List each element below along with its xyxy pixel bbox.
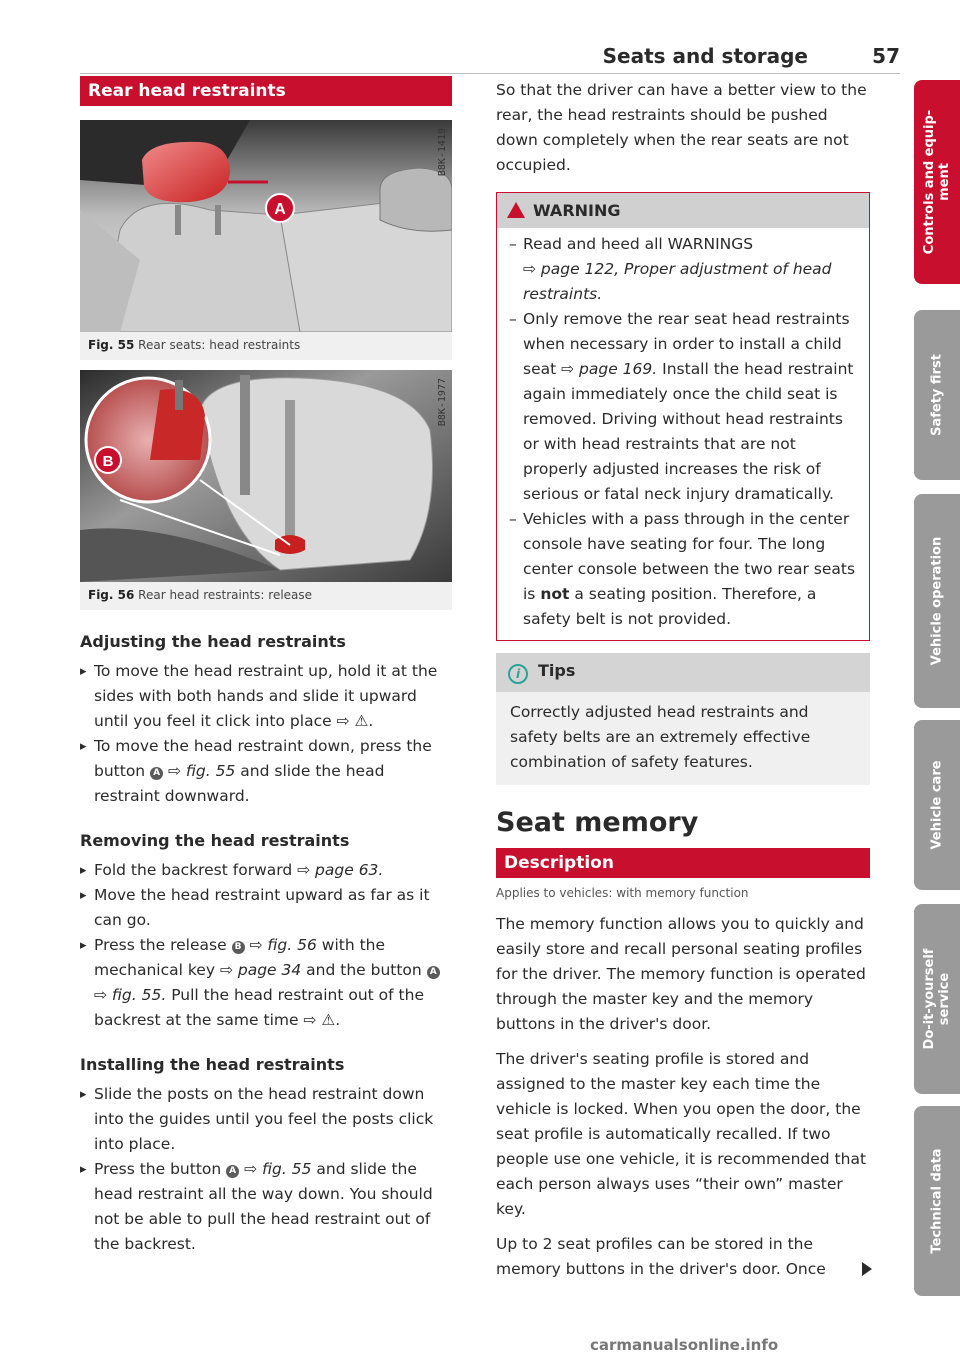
fig-ref-link[interactable]: ⇨ fig. 55 <box>168 762 236 780</box>
tab-label: Do-it-yourself service <box>922 948 952 1050</box>
caption-text: Rear seats: head restraints <box>138 338 301 352</box>
tips-text: Correctly adjusted head restraints and safety belts are an extremely effective combination of safety features. <box>510 703 811 771</box>
info-icon: i <box>508 664 528 684</box>
tab-technical-data[interactable] <box>914 1106 960 1296</box>
page-number: 57 <box>872 44 900 68</box>
warning-title: WARNING <box>533 201 621 220</box>
adjust-step-1: ▸ To move the head restraint up, hold it at the sides with both hands and slide it upward until you feel it click into place ⇨ ⚠. <box>80 659 452 734</box>
continue-arrow-icon <box>862 1262 872 1276</box>
applies-to-note: Applies to vehicles: with memory function <box>496 886 749 900</box>
figure-label: Fig. 56 <box>88 588 135 602</box>
intro-paragraph: So that the driver can have a better view to the rear, the head restraints should be pushed down completely when the rear seats are not occupied. <box>496 81 867 174</box>
adjusting-heading: Adjusting the head restraints <box>80 632 346 651</box>
tab-safety-first[interactable] <box>914 310 960 480</box>
tab-vehicle-operation[interactable] <box>914 494 960 708</box>
button-a-icon: A <box>150 767 163 780</box>
release-b-icon: B <box>232 941 245 954</box>
button-a-icon: A <box>226 1165 239 1178</box>
description-heading: Description <box>496 848 870 878</box>
footer-watermark: carmanualsonline.info <box>590 1336 779 1354</box>
install-step-2: ▸ Press the button A ⇨ fig. 55 and slide the head restraint all the way down. You should not be able to pull the head restraint out of the backrest. <box>80 1157 452 1257</box>
tab-label: Controls and equip- ment <box>922 109 952 255</box>
tab-vehicle-care[interactable] <box>914 720 960 890</box>
figure-56 <box>80 370 452 610</box>
rear-seats-illustration <box>80 120 452 332</box>
warning-body <box>497 228 869 640</box>
head-restraint-release-illustration <box>80 370 452 582</box>
install-step-1: ▸ Slide the posts on the head restraint down into the guides until you feel the posts click into place. <box>80 1082 452 1157</box>
warning-item-1: – Read and heed all WARNINGS ⇨ page 122, Proper adjustment of head restraints. <box>509 232 857 307</box>
marker-a: A <box>274 201 286 218</box>
fig-ref-link[interactable]: ⇨ fig. 56 <box>249 936 317 954</box>
tab-controls-and-equipment[interactable] <box>914 80 960 284</box>
tab-do-it-yourself-service[interactable] <box>914 904 960 1094</box>
tab-label: Vehicle care <box>929 760 945 850</box>
tab-label: Vehicle operation <box>929 536 945 666</box>
figure-55 <box>80 120 452 360</box>
warning-item-3: – Vehicles with a pass through in the center console have seating for four. The long center console between the two rear seats is not a seating position. Therefore, a safety belt is not provided. <box>509 507 857 632</box>
tab-label: Technical data <box>929 1148 945 1254</box>
installing-heading: Installing the head restraints <box>80 1055 345 1074</box>
fig-ref-link[interactable]: ⇨ fig. 55 <box>244 1160 312 1178</box>
page-header <box>80 40 900 72</box>
right-column <box>496 76 870 1292</box>
marker-b: B <box>102 453 114 470</box>
page-ref-link[interactable]: ⇨ page 122, Proper adjustment of head restraints. <box>523 260 832 303</box>
figure-caption <box>80 332 452 360</box>
tab-label: Safety first <box>929 354 945 436</box>
caption-text: Rear head restraints: release <box>138 588 313 602</box>
memory-paragraph-3: Up to 2 seat profiles can be stored in the memory buttons in the driver's door. Once <box>496 1232 870 1282</box>
remove-step-2: ▸ Move the head restraint upward as far as it can go. <box>80 883 452 933</box>
remove-step-1: ▸ Fold the backrest forward ⇨ page 63. <box>80 858 452 883</box>
page-ref-link[interactable]: ⇨ page 34 <box>219 961 302 979</box>
warning-triangle-icon <box>507 202 525 218</box>
page-ref-link[interactable]: ⇨ page 63. <box>297 861 384 879</box>
fig-ref-link[interactable]: ⇨ fig. 55. <box>94 986 167 1004</box>
figure-caption <box>80 582 452 610</box>
warning-box <box>496 192 870 641</box>
memory-paragraph-1: The memory function allows you to quickly and easily store and recall personal seating profiles for the driver. The memory function is operated through the master key and the memory buttons in the driver's door. <box>496 915 866 1033</box>
section-title: Seats and storage <box>602 44 808 68</box>
figure-code: B8K-1977 <box>437 378 448 427</box>
tips-title: Tips <box>538 661 576 680</box>
removing-heading: Removing the head restraints <box>80 831 350 850</box>
left-column <box>80 76 452 1257</box>
tips-header <box>496 653 870 692</box>
warning-item-2: – Only remove the rear seat head restraints when necessary in order to install a child seat ⇨ page 169. Install the head restraint again immediately once the child seat is removed. Driving without head restraints or with head restraints that are not properly adjusted increases the risk of serious or fatal neck injury dramatically. <box>509 307 857 507</box>
button-a-icon: A <box>427 966 440 979</box>
seat-memory-heading: Seat memory <box>496 807 699 838</box>
figure-code: B8K-1419 <box>437 128 448 177</box>
figure-label: Fig. 55 <box>88 338 135 352</box>
adjust-step-2: ▸ To move the head restraint down, press the button A ⇨ fig. 55 and slide the head restraint downward. <box>80 734 452 809</box>
tips-box <box>496 653 870 785</box>
header-divider <box>80 73 900 74</box>
page-ref-link[interactable]: ⇨ page 169. <box>561 360 658 378</box>
warning-header <box>497 193 869 228</box>
rear-head-restraints-heading: Rear head restraints <box>80 76 452 106</box>
remove-step-3: ▸ Press the release B ⇨ fig. 56 with the mechanical key ⇨ page 34 and the button A ⇨ fig. 55. Pull the head restraint out of the backrest at the same time ⇨ ⚠. <box>80 933 452 1033</box>
memory-paragraph-2: The driver's seating profile is stored and assigned to the master key each time the vehicle is locked. When you open the door, the seat profile is automatically recalled. If two people use one vehicle, it is recommended that each person always uses “their own” master key. <box>496 1050 867 1218</box>
